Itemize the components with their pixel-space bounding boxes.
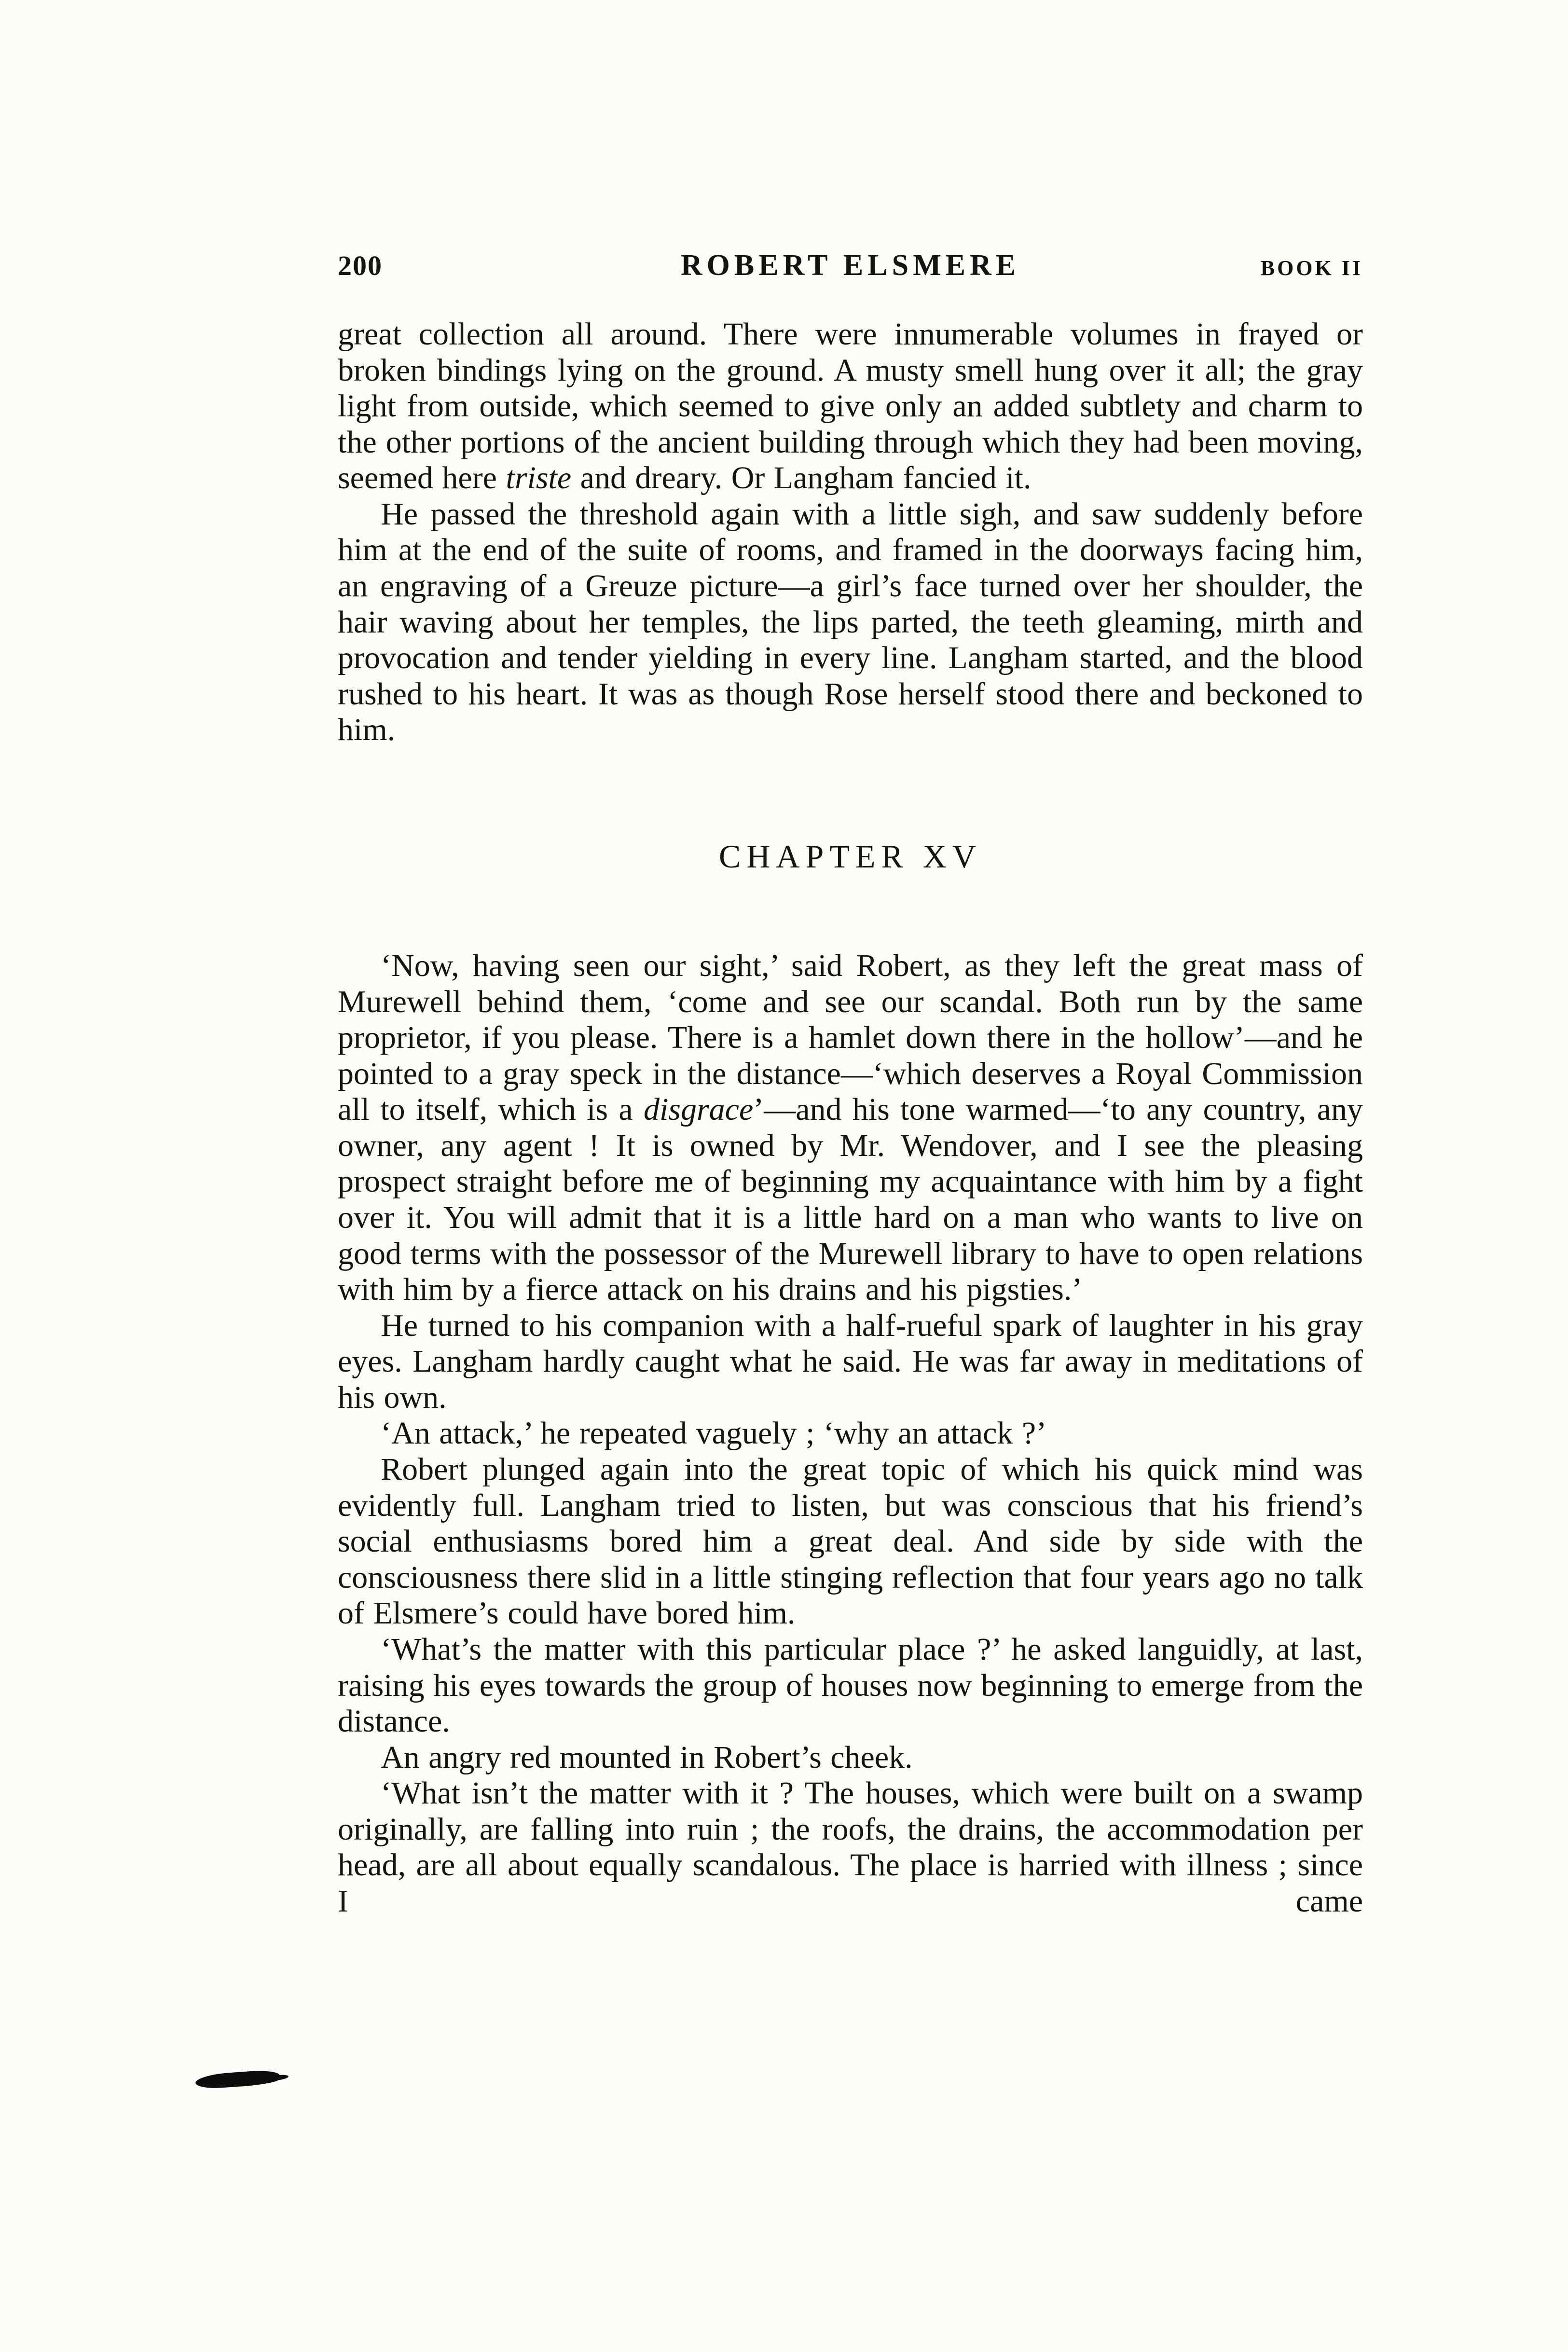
italic-text-segment: triste xyxy=(506,460,572,496)
paragraph xyxy=(338,316,1363,496)
text-segment: He passed the threshold again with a little sigh, and saw suddenly before him at the end of the suite of rooms, and framed in the doorways facing him, an engraving of a Greuze picture—a girl’s face turned over her shoulder, the hair waving about her temples, the lips parted, the teeth gleaming, mirth and provocation and tender yielding in every line. Langham started, and the blood rushed to his heart. It was as though Rose herself stood there and beckoned to him. xyxy=(338,496,1363,748)
italic-text-segment: disgrace xyxy=(643,1092,754,1128)
running-title: ROBERT ELSMERE xyxy=(680,249,1020,282)
book-label: BOOK II xyxy=(1260,256,1363,280)
text-block-before-heading xyxy=(338,316,1363,748)
text-block-after-heading xyxy=(338,948,1363,1920)
paragraph xyxy=(338,1308,1363,1416)
page-header xyxy=(338,248,1363,283)
text-segment: ‘An attack,’ he repeated vaguely ; ‘why an attack ?’ xyxy=(381,1416,1047,1451)
text-segment: great collection all around. There were innumerable volumes in frayed or broken bindings lying on the ground. A musty smell hung over it all; the gray light from outside, which seemed to give only an added subtlety and charm to the other portions of the ancient building through which they had been moving, seemed here xyxy=(338,316,1363,496)
paragraph xyxy=(338,1632,1363,1740)
paragraph xyxy=(338,1740,1363,1776)
text-column xyxy=(338,248,1363,1920)
paragraph xyxy=(338,1452,1363,1632)
ink-smudge-mark xyxy=(195,2069,280,2090)
page-number: 200 xyxy=(338,250,383,281)
text-segment: and dreary. Or Langham fancied it. xyxy=(571,460,1032,496)
text-segment: He turned to his companion with a half-rueful spark of laughter in his gray eyes. Langham hardly caught what he said. He was far away in meditations of his own. xyxy=(338,1307,1363,1415)
text-segment: ‘What’s the matter with this particular place ?’ he asked languidly, at last, raising his eyes towards the group of houses now beginning to emerge from the distance. xyxy=(338,1631,1363,1739)
text-segment: Robert plunged again into the great topic of which his quick mind was evidently full. Langham tried to listen, but was conscious that his friend’s social enthusiasms bored him a great deal. And side by side with the consciousness there slid in a little stinging reflection that four years ago no talk of Elsmere’s could have bored him. xyxy=(338,1452,1363,1631)
text-segment: ‘What isn’t the matter with it ? The houses, which were built on a swamp originally, are falling into ruin ; the roofs, the drains, the accommodation per head, are all about equally scandalous. The place is harried with illness ; since I came xyxy=(338,1775,1363,1919)
paragraph xyxy=(338,1416,1363,1452)
paragraph xyxy=(338,1775,1363,1919)
paragraph xyxy=(338,496,1363,748)
paragraph xyxy=(338,948,1363,1308)
text-segment: ‘Now, having seen our sight,’ said Robert, as they left the great mass of Murewell behind them, ‘come and see our scandal. Both run by the same proprietor, if you please. There is a hamlet down there in the hollow’—and he pointed to a gray speck in the distance—‘which deserves a Royal Commission all to itself, which is a xyxy=(338,948,1363,1128)
text-segment: An angry red mounted in Robert’s cheek. xyxy=(381,1739,913,1775)
text-segment: ’—and his tone warmed—‘to any country, any owner, any agent ! It is owned by Mr. Wendover, and I see the pleasing prospect straight before me of beginning my acquaintance with him by a fight over it. You will admit that it is a little hard on a man who wants to live on good terms with the possessor of the Murewell library to have to open relations with him by a fierce attack on his drains and his pigsties.’ xyxy=(338,1092,1363,1307)
chapter-heading: CHAPTER XV xyxy=(718,838,982,875)
